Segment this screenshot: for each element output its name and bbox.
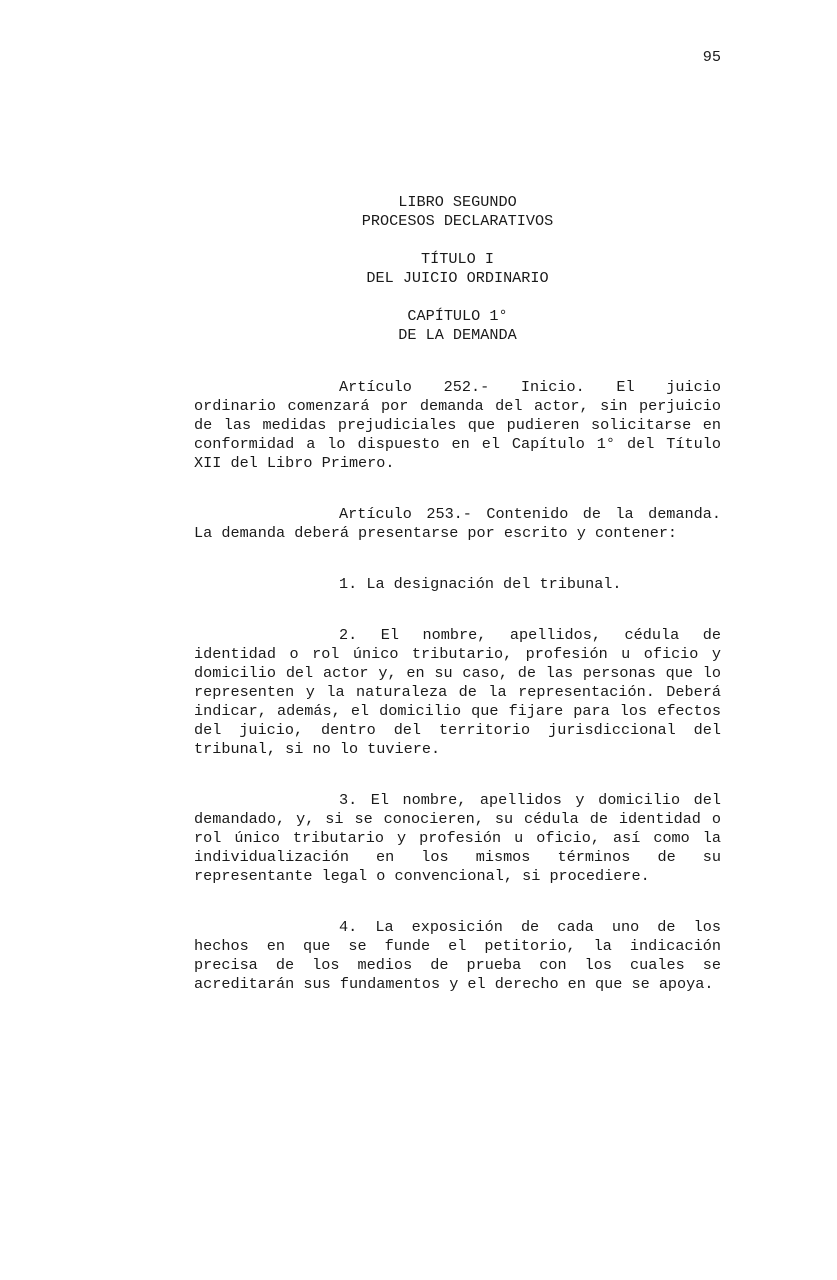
list-item-1: 1. La designación del tribunal. [339, 575, 622, 593]
spacer [194, 594, 721, 626]
book-heading [194, 193, 721, 231]
chapter-heading [194, 307, 721, 345]
document-body [194, 193, 721, 994]
spacer [194, 473, 721, 505]
book-title: PROCESOS DECLARATIVOS [361, 212, 554, 230]
title-label: TÍTULO I [421, 250, 494, 268]
page-number: 95 [702, 48, 721, 66]
list-item-3: 3. El nombre, apellidos y domicilio del demandado, y, si se conocieren, su cédula de identidad o rol único tributario y profesión u oficio, así como la individualización en los mismos términos de su representante legal o convencional, si procediere. [194, 791, 721, 885]
spacer [194, 364, 721, 378]
article-253: Artículo 253.- Contenido de la demanda. La demanda deberá presentarse por escrito y contener: [194, 505, 721, 542]
chapter-name: DE LA DEMANDA [398, 326, 517, 344]
article-252: Artículo 252.- Inicio. El juicio ordinario comenzará por demanda del actor, sin perjuicio de las medidas prejudiciales que pudieren solicitarse en conformidad a lo dispuesto en el Capítulo 1° del Título XII del Libro Primero. [194, 378, 721, 472]
title-name: DEL JUICIO ORDINARIO [366, 269, 549, 287]
book-label: LIBRO SEGUNDO [398, 193, 517, 211]
chapter-label: CAPÍTULO 1° [407, 307, 508, 325]
title-heading [194, 250, 721, 288]
spacer [194, 759, 721, 791]
list-item-2: 2. El nombre, apellidos, cédula de identidad o rol único tributario, profesión u oficio y domicilio del actor y, en su caso, de las personas que lo representen y la naturaleza de la representación. Deberá indicar, además, el domicilio que fijare para los efectos del juicio, dentro del territorio jurisdiccional del tribunal, si no lo tuviere. [194, 626, 721, 758]
spacer [194, 543, 721, 575]
list-item-4: 4. La exposición de cada uno de los hechos en que se funde el petitorio, la indicación precisa de los medios de prueba con los cuales se acreditarán sus fundamentos y el derecho en que se apoya. [194, 918, 721, 993]
spacer [194, 886, 721, 918]
